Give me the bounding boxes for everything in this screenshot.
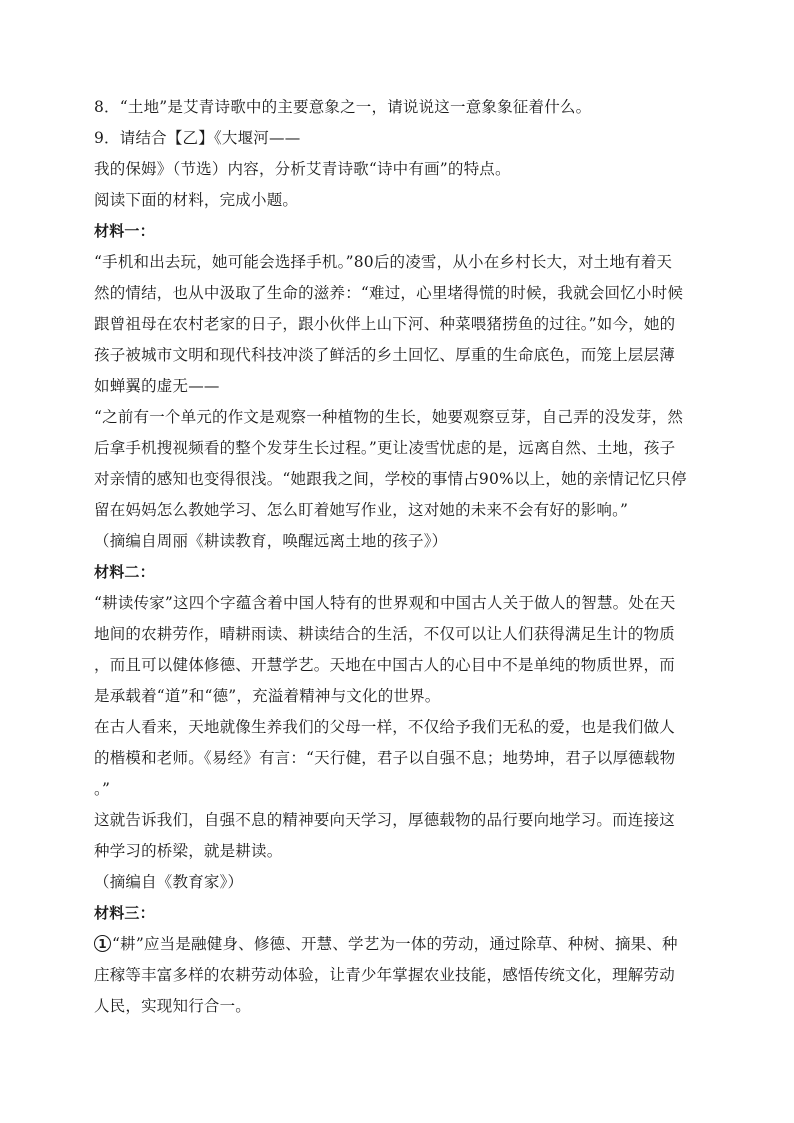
- material-2-line: 地间的农耕劳作，晴耕雨读、耕读结合的生活，不仅可以让人们获得满足生计的物质: [94, 625, 675, 643]
- material-1-line: 后拿手机搜视频看的整个发芽生长过程。”更让凌雪忧虑的是，远离自然、土地，孩子: [94, 439, 676, 457]
- question-8: 8．“土地”是艾青诗歌中的主要意象之一，请说说这一意象象征着什么。: [94, 98, 592, 116]
- material-1-line: “之前有一个单元的作文是观察一种植物的生长，她要观察豆芽，自己弄的没发芽，然: [94, 408, 684, 426]
- material-3-heading: 材料三：: [94, 904, 155, 922]
- material-1-heading: 材料一：: [94, 222, 155, 240]
- material-2-line: 。”: [94, 780, 111, 798]
- material-2-source: （摘编自《教育家》）: [94, 873, 244, 891]
- material-2-heading: 材料二：: [94, 563, 155, 581]
- question-9-line-2: 我的保姆》（节选）内容，分析艾青诗歌“诗中有画”的特点。: [94, 160, 511, 178]
- material-1-line: 如蝉翼的虚无——: [94, 377, 220, 395]
- material-1-line: 跟曾祖母在农村老家的日子，跟小伙伴上山下河、种菜喂猪捞鱼的过往。”如今，她的: [94, 315, 676, 333]
- material-1-line: “手机和出去玩，她可能会选择手机。”80后的凌雪，从小在乡村长大，对土地有着天: [94, 253, 673, 271]
- material-2-line: 种学习的桥梁，就是耕读。: [94, 842, 283, 860]
- material-1-line: 孩子被城市文明和现代科技冲淡了鲜活的乡土回忆、厚重的生命底色，而笼上层层薄: [94, 346, 675, 364]
- material-2-line: 这就告诉我们，自强不息的精神要向天学习，厚德载物的品行要向地学习。而连接这: [94, 811, 675, 829]
- material-3-line: 庄稼等丰富多样的农耕劳动体验，让青少年掌握农业技能，感悟传统文化，理解劳动: [94, 966, 675, 984]
- material-2-line: 的楷模和老师。《易经》有言：“天行健，君子以自强不息；地势坤，君子以厚德载物: [94, 749, 676, 767]
- material-2-line: “耕读传家”这四个字蕴含着中国人特有的世界观和中国古人关于做人的智慧。处在天: [94, 594, 676, 612]
- material-1-line: 然的情结，也从中汲取了生命的滋养：“难过，心里堵得慌的时候，我就会回忆小时候: [94, 284, 684, 302]
- material-2-line: ，而且可以健体修德、开慧学艺。天地在中国古人的心目中不是单纯的物质世界，而: [94, 656, 675, 674]
- material-1-line: 对亲情的感知也变得很浅。“她跟我之间，学校的事情占90%以上，她的亲情记忆只停: [94, 470, 687, 488]
- material-1-source: （摘编自周丽《耕读教育，唤醒远离土地的孩子》）: [94, 532, 448, 550]
- document-content: [94, 92, 706, 1022]
- material-2-line: 在古人看来，天地就像生养我们的父母一样，不仅给予我们无私的爱，也是我们做人: [94, 718, 675, 736]
- circled-number-1: 1: [94, 935, 111, 952]
- material-2-line: 是承载着“道”和“德”，充溢着精神与文化的世界。: [94, 687, 441, 705]
- material-3-line-1: [94, 929, 706, 960]
- material-3-line: 人民，实现知行合一。: [94, 997, 252, 1015]
- material-3-line-1-text: “耕”应当是融健身、修德、开慧、学艺为一体的劳动，通过除草、种树、摘果、种: [112, 935, 678, 953]
- question-9-line-1: 9．请结合【乙】《大堰河——: [94, 129, 301, 147]
- material-1-line: 留在妈妈怎么教她学习、怎么盯着她写作业，这对她的未来不会有好的影响。”: [94, 501, 629, 519]
- reading-instruction: 阅读下面的材料，完成小题。: [94, 191, 299, 209]
